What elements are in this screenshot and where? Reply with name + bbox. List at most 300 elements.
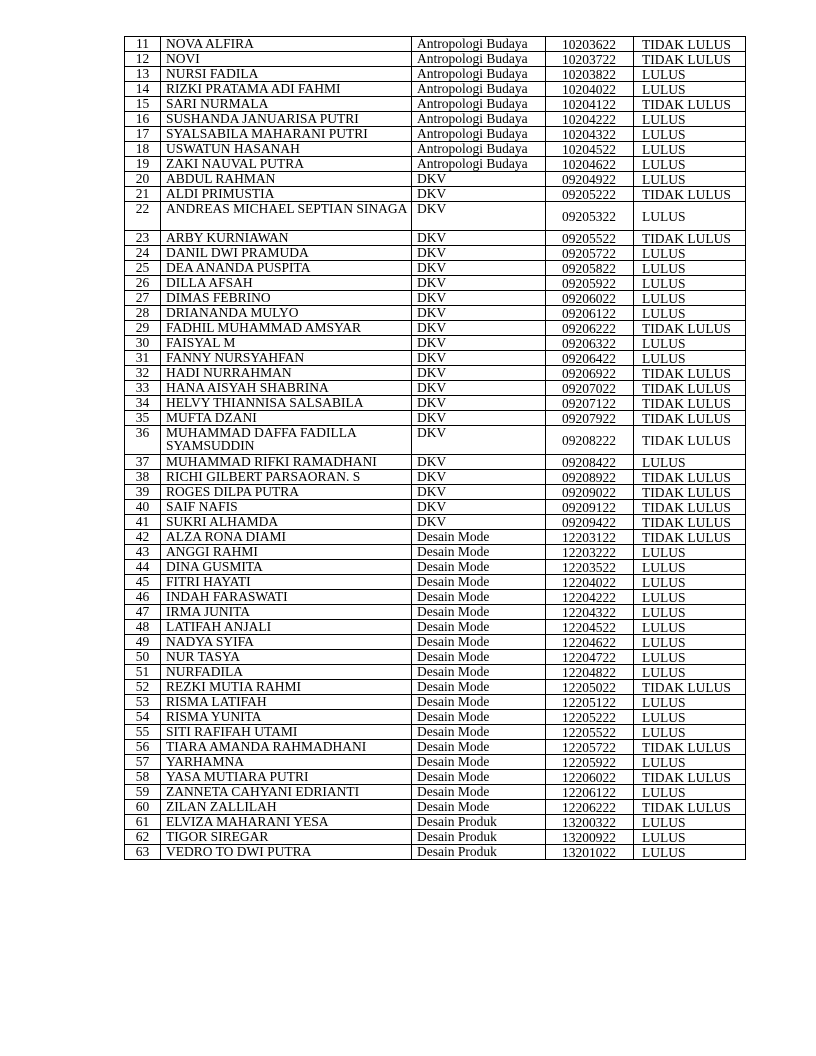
graduation-status: LULUS bbox=[634, 710, 746, 725]
table-row bbox=[125, 187, 746, 202]
student-id: 09205322 bbox=[546, 202, 634, 231]
student-name: DRIANANDA MULYO bbox=[161, 306, 412, 321]
student-id: 12205022 bbox=[546, 680, 634, 695]
graduation-status: LULUS bbox=[634, 695, 746, 710]
student-name: MUFTA DZANI bbox=[161, 411, 412, 426]
row-number: 56 bbox=[125, 740, 161, 755]
graduation-status: TIDAK LULUS bbox=[634, 366, 746, 381]
student-id: 12203522 bbox=[546, 560, 634, 575]
table-row bbox=[125, 112, 746, 127]
student-name: SUKRI ALHAMDA bbox=[161, 515, 412, 530]
study-program: Antropologi Budaya bbox=[412, 112, 546, 127]
student-name: NUR TASYA bbox=[161, 650, 412, 665]
row-number: 52 bbox=[125, 680, 161, 695]
student-name: IRMA JUNITA bbox=[161, 605, 412, 620]
student-id: 09205222 bbox=[546, 187, 634, 202]
table-row bbox=[125, 455, 746, 470]
student-id: 09205522 bbox=[546, 231, 634, 246]
study-program: Desain Produk bbox=[412, 845, 546, 860]
row-number: 34 bbox=[125, 396, 161, 411]
row-number: 33 bbox=[125, 381, 161, 396]
student-id: 12206122 bbox=[546, 785, 634, 800]
graduation-status: LULUS bbox=[634, 545, 746, 560]
row-number: 37 bbox=[125, 455, 161, 470]
student-name: ANGGI RAHMI bbox=[161, 545, 412, 560]
graduation-status: TIDAK LULUS bbox=[634, 485, 746, 500]
row-number: 21 bbox=[125, 187, 161, 202]
student-id: 10204622 bbox=[546, 157, 634, 172]
study-program: DKV bbox=[412, 485, 546, 500]
table-row bbox=[125, 321, 746, 336]
study-program: Desain Mode bbox=[412, 530, 546, 545]
graduation-status: LULUS bbox=[634, 560, 746, 575]
graduation-status: LULUS bbox=[634, 635, 746, 650]
graduation-status: TIDAK LULUS bbox=[634, 321, 746, 336]
graduation-status: LULUS bbox=[634, 755, 746, 770]
row-number: 55 bbox=[125, 725, 161, 740]
student-name: RIZKI PRATAMA ADI FAHMI bbox=[161, 82, 412, 97]
row-number: 43 bbox=[125, 545, 161, 560]
study-program: Desain Mode bbox=[412, 725, 546, 740]
results-table-body bbox=[125, 37, 746, 860]
row-number: 44 bbox=[125, 560, 161, 575]
student-id: 09206422 bbox=[546, 351, 634, 366]
study-program: DKV bbox=[412, 231, 546, 246]
student-name: HADI NURRAHMAN bbox=[161, 366, 412, 381]
row-number: 35 bbox=[125, 411, 161, 426]
table-row bbox=[125, 575, 746, 590]
row-number: 20 bbox=[125, 172, 161, 187]
student-name: ABDUL RAHMAN bbox=[161, 172, 412, 187]
student-name: DEA ANANDA PUSPITA bbox=[161, 261, 412, 276]
graduation-status: LULUS bbox=[634, 605, 746, 620]
study-program: Desain Mode bbox=[412, 695, 546, 710]
table-row bbox=[125, 680, 746, 695]
results-table bbox=[124, 36, 746, 860]
table-row bbox=[125, 740, 746, 755]
row-number: 62 bbox=[125, 830, 161, 845]
row-number: 27 bbox=[125, 291, 161, 306]
student-id: 09209122 bbox=[546, 500, 634, 515]
row-number: 14 bbox=[125, 82, 161, 97]
graduation-status: TIDAK LULUS bbox=[634, 187, 746, 202]
study-program: Desain Mode bbox=[412, 740, 546, 755]
student-name: RICHI GILBERT PARSAORAN. S bbox=[161, 470, 412, 485]
study-program: DKV bbox=[412, 366, 546, 381]
table-row bbox=[125, 172, 746, 187]
student-id: 09206322 bbox=[546, 336, 634, 351]
row-number: 53 bbox=[125, 695, 161, 710]
study-program: DKV bbox=[412, 321, 546, 336]
row-number: 22 bbox=[125, 202, 161, 231]
row-number: 29 bbox=[125, 321, 161, 336]
row-number: 47 bbox=[125, 605, 161, 620]
student-id: 12203122 bbox=[546, 530, 634, 545]
row-number: 32 bbox=[125, 366, 161, 381]
table-row bbox=[125, 231, 746, 246]
student-name: ELVIZA MAHARANI YESA bbox=[161, 815, 412, 830]
student-name: HELVY THIANNISA SALSABILA bbox=[161, 396, 412, 411]
student-name: DIMAS FEBRINO bbox=[161, 291, 412, 306]
student-id: 10203722 bbox=[546, 52, 634, 67]
study-program: Desain Mode bbox=[412, 680, 546, 695]
student-id: 09207122 bbox=[546, 396, 634, 411]
student-id: 12204322 bbox=[546, 605, 634, 620]
student-name: ZILAN ZALLILAH bbox=[161, 800, 412, 815]
table-row bbox=[125, 127, 746, 142]
student-id: 12205522 bbox=[546, 725, 634, 740]
study-program: DKV bbox=[412, 500, 546, 515]
row-number: 60 bbox=[125, 800, 161, 815]
study-program: DKV bbox=[412, 187, 546, 202]
study-program: Desain Mode bbox=[412, 605, 546, 620]
graduation-status: TIDAK LULUS bbox=[634, 515, 746, 530]
study-program: Desain Mode bbox=[412, 635, 546, 650]
student-name: LATIFAH ANJALI bbox=[161, 620, 412, 635]
study-program: DKV bbox=[412, 261, 546, 276]
graduation-status: LULUS bbox=[634, 620, 746, 635]
student-name: HANA AISYAH SHABRINA bbox=[161, 381, 412, 396]
table-row bbox=[125, 157, 746, 172]
graduation-status: LULUS bbox=[634, 725, 746, 740]
student-name: TIGOR SIREGAR bbox=[161, 830, 412, 845]
table-row bbox=[125, 650, 746, 665]
row-number: 30 bbox=[125, 336, 161, 351]
row-number: 17 bbox=[125, 127, 161, 142]
student-id: 09206222 bbox=[546, 321, 634, 336]
row-number: 63 bbox=[125, 845, 161, 860]
graduation-status: LULUS bbox=[634, 276, 746, 291]
student-name: FAISYAL M bbox=[161, 336, 412, 351]
graduation-status: TIDAK LULUS bbox=[634, 231, 746, 246]
student-id: 13200922 bbox=[546, 830, 634, 845]
graduation-status: LULUS bbox=[634, 112, 746, 127]
table-row bbox=[125, 830, 746, 845]
table-row bbox=[125, 366, 746, 381]
study-program: Desain Mode bbox=[412, 590, 546, 605]
graduation-status: LULUS bbox=[634, 246, 746, 261]
row-number: 26 bbox=[125, 276, 161, 291]
study-program: DKV bbox=[412, 515, 546, 530]
study-program: DKV bbox=[412, 306, 546, 321]
student-name: FITRI HAYATI bbox=[161, 575, 412, 590]
student-name: NADYA SYIFA bbox=[161, 635, 412, 650]
graduation-status: TIDAK LULUS bbox=[634, 800, 746, 815]
graduation-status: LULUS bbox=[634, 815, 746, 830]
row-number: 36 bbox=[125, 426, 161, 455]
study-program: Antropologi Budaya bbox=[412, 52, 546, 67]
table-row bbox=[125, 635, 746, 650]
student-id: 12204822 bbox=[546, 665, 634, 680]
student-id: 13201022 bbox=[546, 845, 634, 860]
table-row bbox=[125, 291, 746, 306]
row-number: 61 bbox=[125, 815, 161, 830]
student-id: 12204522 bbox=[546, 620, 634, 635]
student-id: 09207022 bbox=[546, 381, 634, 396]
graduation-status: TIDAK LULUS bbox=[634, 426, 746, 455]
student-id: 12205722 bbox=[546, 740, 634, 755]
student-name: DANIL DWI PRAMUDA bbox=[161, 246, 412, 261]
table-row bbox=[125, 381, 746, 396]
study-program: Antropologi Budaya bbox=[412, 97, 546, 112]
graduation-status: TIDAK LULUS bbox=[634, 381, 746, 396]
table-row bbox=[125, 246, 746, 261]
graduation-status: LULUS bbox=[634, 590, 746, 605]
study-program: Antropologi Budaya bbox=[412, 37, 546, 52]
student-id: 12205222 bbox=[546, 710, 634, 725]
row-number: 49 bbox=[125, 635, 161, 650]
row-number: 16 bbox=[125, 112, 161, 127]
study-program: Desain Produk bbox=[412, 830, 546, 845]
student-name: ALZA RONA DIAMI bbox=[161, 530, 412, 545]
student-id: 12206222 bbox=[546, 800, 634, 815]
study-program: Antropologi Budaya bbox=[412, 67, 546, 82]
graduation-status: TIDAK LULUS bbox=[634, 530, 746, 545]
student-name: SAIF NAFIS bbox=[161, 500, 412, 515]
student-name: SUSHANDA JANUARISA PUTRI bbox=[161, 112, 412, 127]
student-id: 09208922 bbox=[546, 470, 634, 485]
table-row bbox=[125, 620, 746, 635]
study-program: Desain Mode bbox=[412, 710, 546, 725]
student-id: 12205922 bbox=[546, 755, 634, 770]
graduation-status: TIDAK LULUS bbox=[634, 396, 746, 411]
row-number: 42 bbox=[125, 530, 161, 545]
table-row bbox=[125, 351, 746, 366]
student-id: 13200322 bbox=[546, 815, 634, 830]
student-name: SYALSABILA MAHARANI PUTRI bbox=[161, 127, 412, 142]
table-row bbox=[125, 426, 746, 455]
study-program: DKV bbox=[412, 426, 546, 455]
student-name: DINA GUSMITA bbox=[161, 560, 412, 575]
student-name: FANNY NURSYAHFAN bbox=[161, 351, 412, 366]
student-name: NOVI bbox=[161, 52, 412, 67]
student-id: 09204922 bbox=[546, 172, 634, 187]
table-row bbox=[125, 485, 746, 500]
graduation-status: LULUS bbox=[634, 845, 746, 860]
table-row bbox=[125, 560, 746, 575]
row-number: 12 bbox=[125, 52, 161, 67]
study-program: Desain Mode bbox=[412, 785, 546, 800]
study-program: DKV bbox=[412, 381, 546, 396]
row-number: 59 bbox=[125, 785, 161, 800]
table-row bbox=[125, 67, 746, 82]
study-program: Desain Mode bbox=[412, 800, 546, 815]
graduation-status: LULUS bbox=[634, 291, 746, 306]
graduation-status: LULUS bbox=[634, 665, 746, 680]
student-name: MUHAMMAD RIFKI RAMADHANI bbox=[161, 455, 412, 470]
study-program: Desain Mode bbox=[412, 650, 546, 665]
student-name: TIARA AMANDA RAHMADHANI bbox=[161, 740, 412, 755]
table-row bbox=[125, 770, 746, 785]
row-number: 41 bbox=[125, 515, 161, 530]
student-id: 09206122 bbox=[546, 306, 634, 321]
row-number: 50 bbox=[125, 650, 161, 665]
study-program: Desain Mode bbox=[412, 620, 546, 635]
graduation-status: TIDAK LULUS bbox=[634, 37, 746, 52]
student-name: DILLA AFSAH bbox=[161, 276, 412, 291]
study-program: DKV bbox=[412, 246, 546, 261]
student-id: 09205722 bbox=[546, 246, 634, 261]
student-name: YARHAMNA bbox=[161, 755, 412, 770]
table-row bbox=[125, 82, 746, 97]
student-id: 09208422 bbox=[546, 455, 634, 470]
graduation-status: TIDAK LULUS bbox=[634, 740, 746, 755]
graduation-status: LULUS bbox=[634, 82, 746, 97]
student-name: INDAH FARASWATI bbox=[161, 590, 412, 605]
row-number: 31 bbox=[125, 351, 161, 366]
student-id: 12206022 bbox=[546, 770, 634, 785]
graduation-status: LULUS bbox=[634, 67, 746, 82]
table-row bbox=[125, 665, 746, 680]
student-id: 12204222 bbox=[546, 590, 634, 605]
study-program: DKV bbox=[412, 172, 546, 187]
study-program: DKV bbox=[412, 336, 546, 351]
table-row bbox=[125, 845, 746, 860]
study-program: Desain Mode bbox=[412, 665, 546, 680]
table-row bbox=[125, 695, 746, 710]
student-name: SITI RAFIFAH UTAMI bbox=[161, 725, 412, 740]
table-row bbox=[125, 37, 746, 52]
row-number: 57 bbox=[125, 755, 161, 770]
student-name: ZAKI NAUVAL PUTRA bbox=[161, 157, 412, 172]
row-number: 23 bbox=[125, 231, 161, 246]
row-number: 45 bbox=[125, 575, 161, 590]
graduation-status: TIDAK LULUS bbox=[634, 97, 746, 112]
graduation-status: LULUS bbox=[634, 455, 746, 470]
row-number: 15 bbox=[125, 97, 161, 112]
student-name: YASA MUTIARA PUTRI bbox=[161, 770, 412, 785]
student-id: 10204222 bbox=[546, 112, 634, 127]
study-program: Desain Mode bbox=[412, 545, 546, 560]
study-program: Desain Produk bbox=[412, 815, 546, 830]
graduation-status: LULUS bbox=[634, 172, 746, 187]
student-name: NOVA ALFIRA bbox=[161, 37, 412, 52]
table-row bbox=[125, 411, 746, 426]
student-name: ARBY KURNIAWAN bbox=[161, 231, 412, 246]
table-row bbox=[125, 142, 746, 157]
row-number: 58 bbox=[125, 770, 161, 785]
table-row bbox=[125, 815, 746, 830]
student-name: RISMA YUNITA bbox=[161, 710, 412, 725]
graduation-status: LULUS bbox=[634, 650, 746, 665]
study-program: DKV bbox=[412, 455, 546, 470]
row-number: 38 bbox=[125, 470, 161, 485]
study-program: Desain Mode bbox=[412, 575, 546, 590]
student-id: 12204022 bbox=[546, 575, 634, 590]
study-program: Desain Mode bbox=[412, 770, 546, 785]
table-row bbox=[125, 515, 746, 530]
student-id: 10204322 bbox=[546, 127, 634, 142]
row-number: 48 bbox=[125, 620, 161, 635]
table-row bbox=[125, 755, 746, 770]
table-row bbox=[125, 396, 746, 411]
table-row bbox=[125, 500, 746, 515]
study-program: DKV bbox=[412, 411, 546, 426]
table-row bbox=[125, 202, 746, 231]
study-program: DKV bbox=[412, 396, 546, 411]
student-name: ANDREAS MICHAEL SEPTIAN SINAGA bbox=[161, 202, 412, 231]
row-number: 39 bbox=[125, 485, 161, 500]
table-row bbox=[125, 470, 746, 485]
graduation-status: LULUS bbox=[634, 157, 746, 172]
student-id: 09205922 bbox=[546, 276, 634, 291]
graduation-status: LULUS bbox=[634, 351, 746, 366]
table-row bbox=[125, 725, 746, 740]
row-number: 19 bbox=[125, 157, 161, 172]
row-number: 24 bbox=[125, 246, 161, 261]
graduation-status: TIDAK LULUS bbox=[634, 680, 746, 695]
student-name: RISMA LATIFAH bbox=[161, 695, 412, 710]
study-program: Desain Mode bbox=[412, 560, 546, 575]
table-row bbox=[125, 590, 746, 605]
student-id: 09209422 bbox=[546, 515, 634, 530]
student-id: 09206922 bbox=[546, 366, 634, 381]
row-number: 25 bbox=[125, 261, 161, 276]
student-name: ROGES DILPA PUTRA bbox=[161, 485, 412, 500]
table-row bbox=[125, 710, 746, 725]
table-row bbox=[125, 785, 746, 800]
graduation-status: LULUS bbox=[634, 830, 746, 845]
student-name: SARI NURMALA bbox=[161, 97, 412, 112]
table-row bbox=[125, 306, 746, 321]
graduation-status: TIDAK LULUS bbox=[634, 470, 746, 485]
student-id: 09206022 bbox=[546, 291, 634, 306]
student-id: 09207922 bbox=[546, 411, 634, 426]
row-number: 13 bbox=[125, 67, 161, 82]
student-id: 10204122 bbox=[546, 97, 634, 112]
graduation-status: TIDAK LULUS bbox=[634, 500, 746, 515]
study-program: DKV bbox=[412, 276, 546, 291]
row-number: 18 bbox=[125, 142, 161, 157]
study-program: DKV bbox=[412, 202, 546, 231]
row-number: 51 bbox=[125, 665, 161, 680]
student-name: VEDRO TO DWI PUTRA bbox=[161, 845, 412, 860]
student-id: 12204622 bbox=[546, 635, 634, 650]
graduation-status: LULUS bbox=[634, 336, 746, 351]
student-id: 12203222 bbox=[546, 545, 634, 560]
table-row bbox=[125, 276, 746, 291]
student-id: 10204522 bbox=[546, 142, 634, 157]
student-id: 10203822 bbox=[546, 67, 634, 82]
table-row bbox=[125, 530, 746, 545]
document-page bbox=[124, 36, 745, 860]
student-name: ALDI PRIMUSTIA bbox=[161, 187, 412, 202]
row-number: 40 bbox=[125, 500, 161, 515]
row-number: 11 bbox=[125, 37, 161, 52]
study-program: DKV bbox=[412, 291, 546, 306]
graduation-status: TIDAK LULUS bbox=[634, 52, 746, 67]
study-program: Antropologi Budaya bbox=[412, 82, 546, 97]
student-name: MUHAMMAD DAFFA FADILLA SYAMSUDDIN bbox=[161, 426, 412, 455]
graduation-status: LULUS bbox=[634, 142, 746, 157]
study-program: DKV bbox=[412, 351, 546, 366]
graduation-status: LULUS bbox=[634, 127, 746, 142]
student-id: 09209022 bbox=[546, 485, 634, 500]
table-row bbox=[125, 97, 746, 112]
graduation-status: LULUS bbox=[634, 575, 746, 590]
student-id: 10203622 bbox=[546, 37, 634, 52]
study-program: DKV bbox=[412, 470, 546, 485]
table-row bbox=[125, 545, 746, 560]
student-id: 12205122 bbox=[546, 695, 634, 710]
graduation-status: LULUS bbox=[634, 202, 746, 231]
graduation-status: LULUS bbox=[634, 785, 746, 800]
student-name: REZKI MUTIA RAHMI bbox=[161, 680, 412, 695]
study-program: Antropologi Budaya bbox=[412, 157, 546, 172]
student-name: NURSI FADILA bbox=[161, 67, 412, 82]
row-number: 28 bbox=[125, 306, 161, 321]
student-id: 12204722 bbox=[546, 650, 634, 665]
